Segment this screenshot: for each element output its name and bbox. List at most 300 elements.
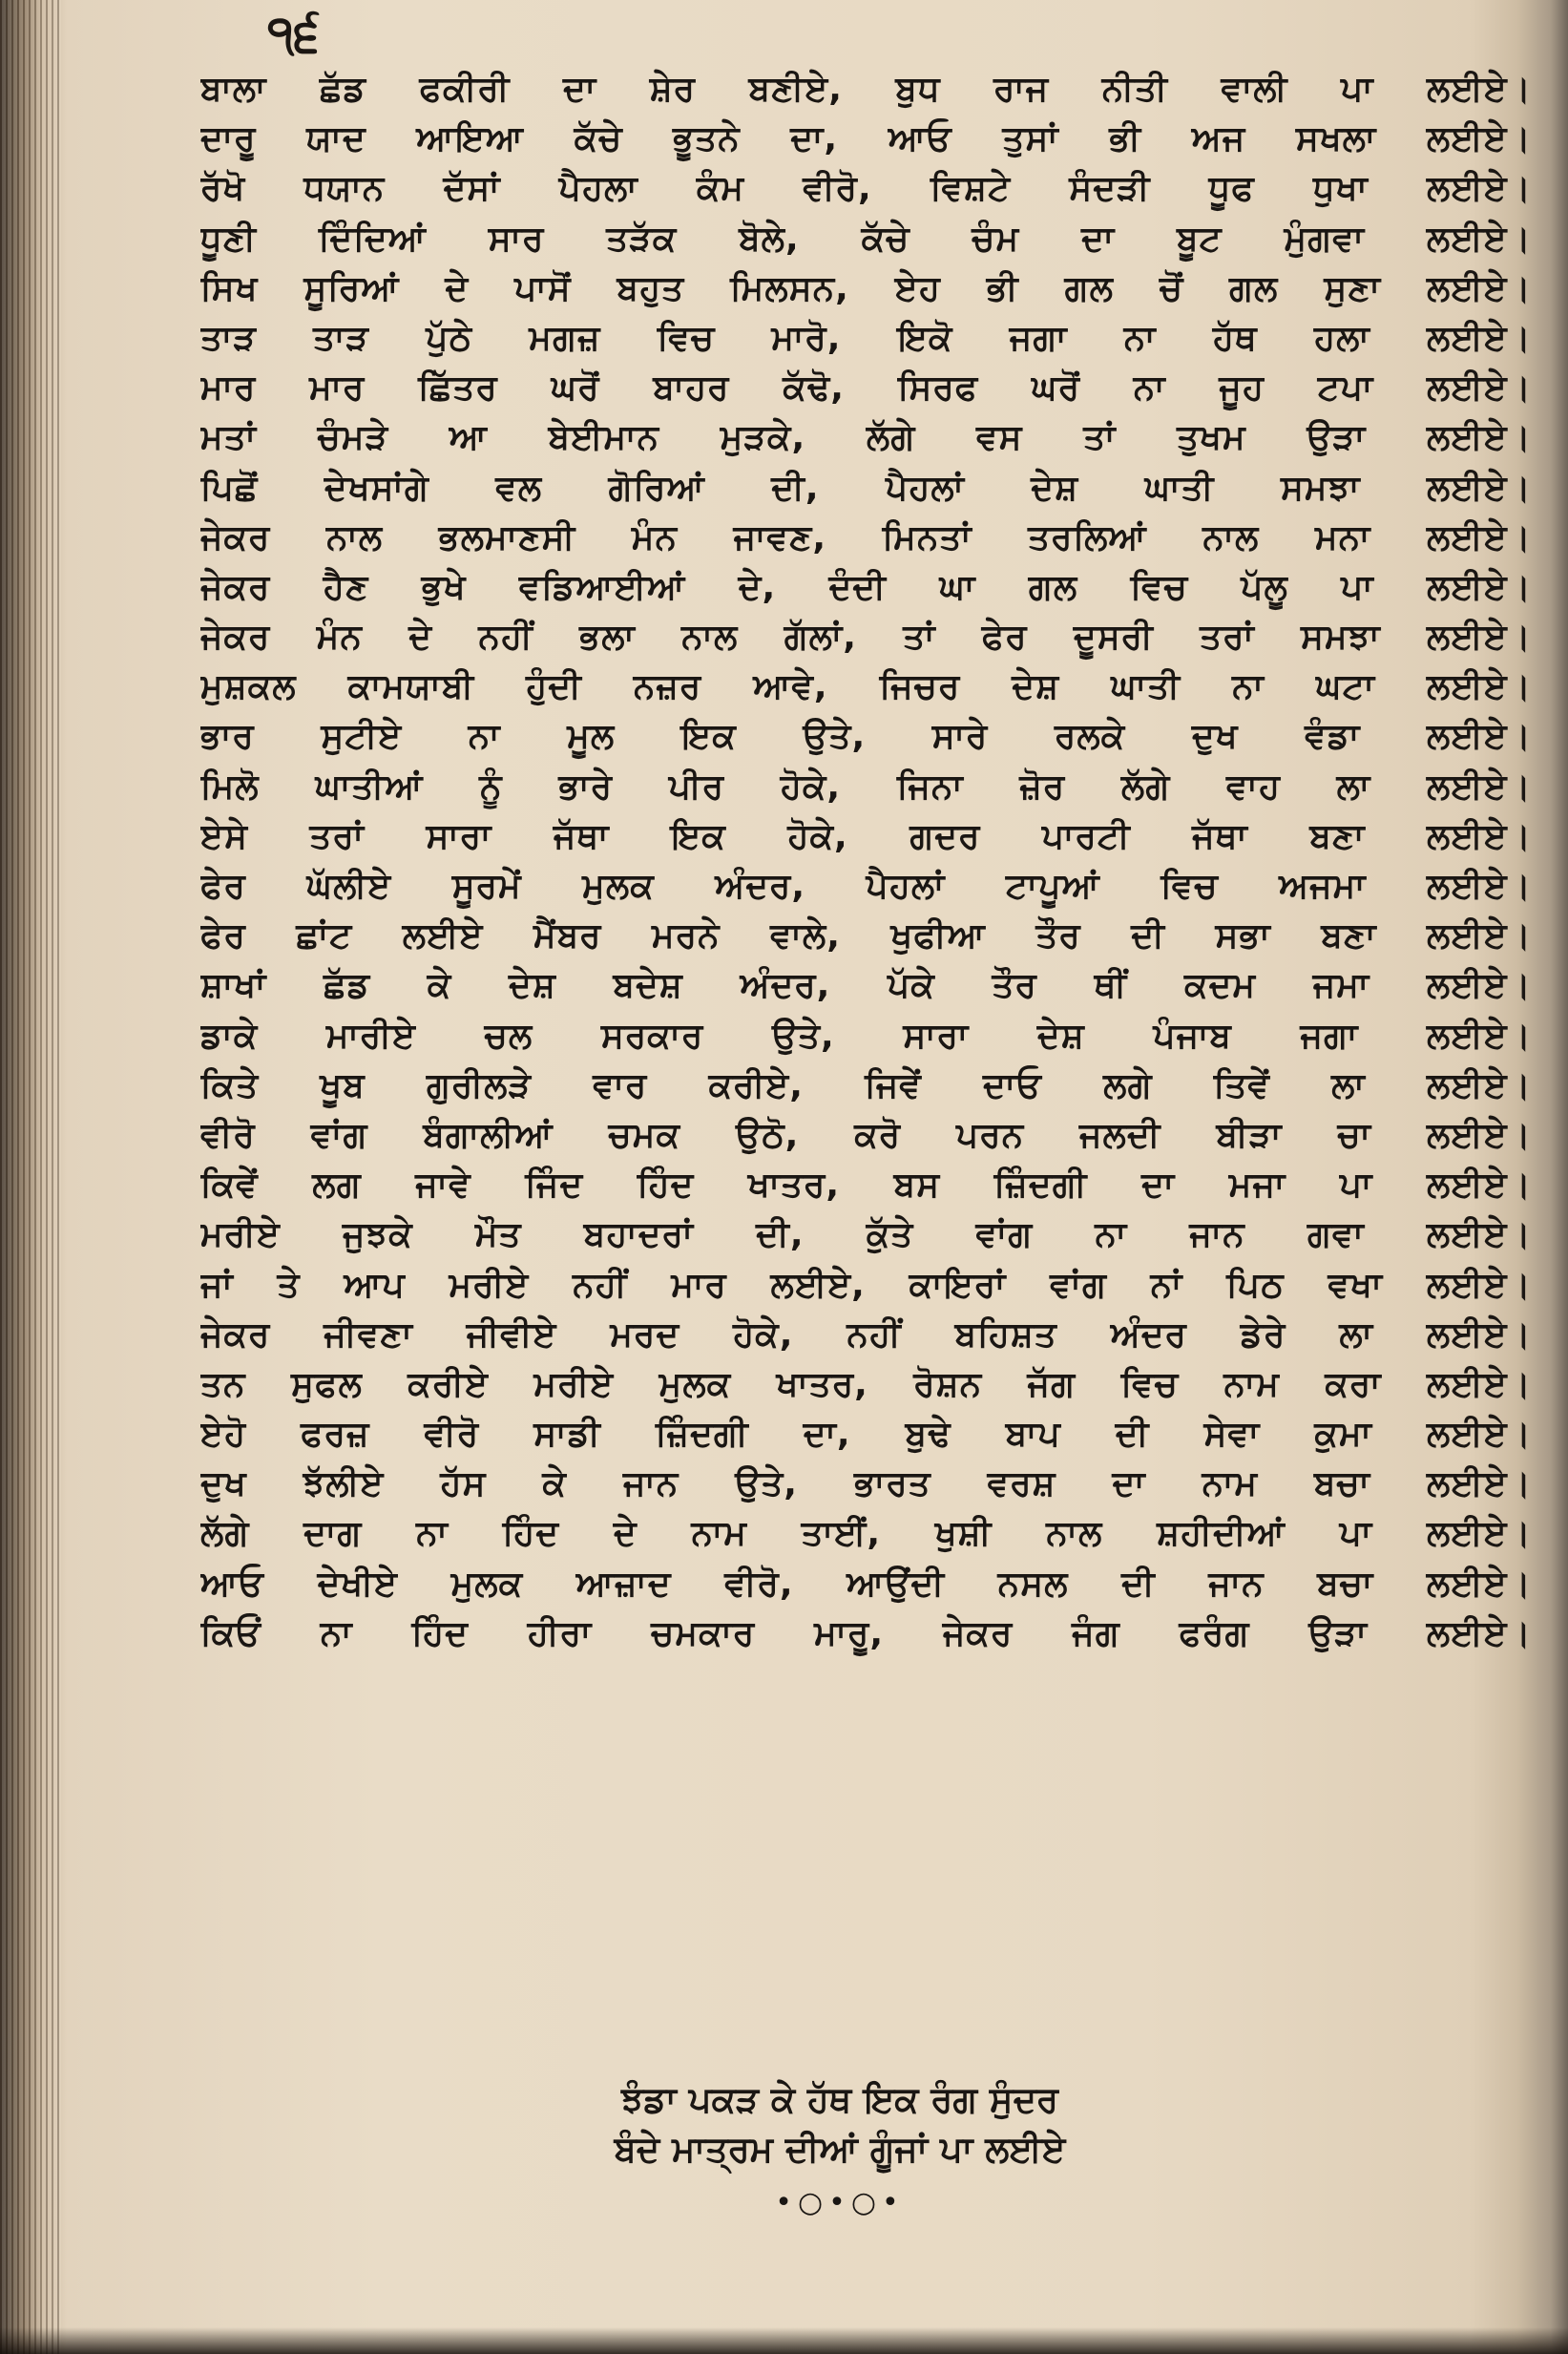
verse-word: ਜਮਾ <box>1312 966 1370 1006</box>
verse-word: ਤਾੜ <box>313 318 369 358</box>
verse-word: ਸਿਖ <box>200 268 259 308</box>
verse-word: ਦੇ <box>408 618 433 658</box>
verse-line <box>200 1111 1532 1161</box>
verse-word: ਬੂਟ <box>1177 219 1223 259</box>
verse-word: ਵੀਰੋ, <box>724 1564 794 1604</box>
verse-word: ਮੁਲਕ <box>582 867 655 906</box>
verse-word: ਪੈਹਲਾਂ <box>866 867 946 906</box>
verse-word: ਹੋਕੇ, <box>733 1314 794 1355</box>
verse-word: ਤਰਾਂ <box>1200 618 1255 658</box>
verse-word: ਵਡਿਆਈਆਂ <box>518 567 686 607</box>
closing-couplet <box>143 2075 1537 2175</box>
verse-word: ਖਾਤਰ, <box>776 1364 868 1404</box>
verse-word: ਦੀ <box>1131 916 1165 956</box>
verse-word: ਵਾਂਗ <box>310 1115 368 1155</box>
verse-line <box>200 115 1532 164</box>
verse-word: ਖੁਫੀਆ <box>890 916 986 956</box>
verse-word: ਮਰੀਏ <box>449 1265 530 1305</box>
verse-word: ਵਿਚ <box>657 318 716 358</box>
verse-word: ਜਲਦੀ <box>1079 1115 1161 1155</box>
verse-line <box>200 1560 1532 1609</box>
verse-word: ਥੀਂ <box>1094 966 1128 1006</box>
verse-word: ਅਜ <box>1191 119 1246 159</box>
verse-word: ਨਹੀਂ <box>847 1314 902 1355</box>
verse-word: ਆਉਂਦੀ <box>847 1564 946 1604</box>
verse-word: ਦੁਖ <box>200 1464 247 1504</box>
verse-line <box>200 1360 1532 1410</box>
verse-word: ਵਖਾ <box>1328 1265 1384 1305</box>
verse-word: ਦੂਸਰੀ <box>1073 618 1154 658</box>
verse-word: ਕਿਤੇ <box>200 1065 260 1105</box>
verse-word: ਹਿੰਦ <box>502 1514 560 1554</box>
verse-word: ਕਦਮ <box>1183 966 1257 1006</box>
verse-word: ਘਾਤੀ <box>1111 667 1181 707</box>
verse-word: ਮਗਜ਼ <box>529 318 601 358</box>
verse-word: ਕਿਓਂ <box>200 1613 261 1653</box>
verse-word: ਲਈਏ। <box>1427 468 1532 508</box>
verse-word: ਪਰਨ <box>956 1115 1025 1155</box>
verse-word: ਮਰਨੇ <box>652 916 721 956</box>
verse-word: ਪੈਹਲਾਂ <box>886 468 965 508</box>
verse-word: ਲਈਏ। <box>1426 517 1532 557</box>
verse-word: ਬਣਾ <box>1321 916 1377 956</box>
verse-line <box>200 514 1532 563</box>
verse-word: ਨਾ <box>468 717 501 757</box>
verse-line <box>200 164 1532 214</box>
verse-word: ਮਾਰੂ, <box>814 1613 885 1653</box>
verse-word: ਨਾਮ <box>1202 1464 1259 1504</box>
verse-word: ਮੰਨ <box>316 618 363 658</box>
verse-word: ਚਲ <box>484 1016 533 1056</box>
verse-word: ਰੋਸ਼ਨ <box>913 1364 983 1404</box>
verse-word: ਕਿਵੇਂ <box>200 1166 259 1206</box>
verse-word: ਪੰਜਾਬ <box>1153 1016 1232 1056</box>
verse-word: ਨਾ <box>1232 667 1265 707</box>
verse-word: ਲਈਏ। <box>1427 567 1532 607</box>
verse-word: ਪਿਛੋਂ <box>200 468 259 508</box>
verse-word: ਲੱਗੇ <box>866 418 916 458</box>
verse-word: ਯਾਦ <box>306 119 366 159</box>
verse-word: ਜਾਵਣ, <box>733 517 827 557</box>
verse-word: ਲਈਏ। <box>1426 219 1532 259</box>
verse-line <box>200 314 1532 364</box>
verse-word: ਪਾ <box>1340 70 1374 109</box>
verse-word: ਮਾਰੋ, <box>771 318 842 358</box>
verse-word: ਜੱਥਾ <box>1192 816 1248 856</box>
verse-line <box>200 264 1532 314</box>
verse-word: ਦੇ, <box>738 567 777 607</box>
verse-word: ਜੇਕਰ <box>200 1314 271 1355</box>
verse-word: ਭੀ <box>1109 119 1142 159</box>
verse-word: ਫੇਰ <box>200 916 246 956</box>
verse-word: ਲਈਏ <box>402 916 484 956</box>
verse-line <box>200 563 1532 613</box>
verse-word: ਫੇਰ <box>200 867 246 906</box>
printed-page <box>143 0 1537 2354</box>
verse-word: ਅੰਦਰ <box>1110 1314 1187 1355</box>
verse-word: ਮਜਾ <box>1228 1166 1286 1206</box>
verse-word: ਅੰਦਰ, <box>715 867 806 906</box>
verse-word: ਇਕੋ <box>897 318 953 358</box>
verse-word: ਸ਼ਹੀਦੀਆਂ <box>1157 1514 1286 1554</box>
verse-word: ਮਿਲਸਨ, <box>730 268 849 308</box>
verse-word: ਲਈਏ। <box>1427 1166 1532 1206</box>
verse-word: ਜੱਗ <box>1027 1364 1077 1404</box>
verse-line <box>200 1061 1532 1111</box>
verse-word: ਜਾਨ <box>1208 1564 1265 1604</box>
verse-word: ਵਰਸ਼ <box>987 1464 1056 1504</box>
verse-line <box>200 812 1532 862</box>
verse-word: ਹੋਕੇ, <box>787 816 848 856</box>
verse-word: ਦਾ, <box>790 119 839 159</box>
verse-word: ਕਾਇਰਾਂ <box>909 1265 1007 1305</box>
verse-word: ਮਰੀਏ <box>200 1215 281 1255</box>
verse-word: ਬੇਈਮਾਨ <box>548 418 660 458</box>
verse-word: ਘਟਾ <box>1315 667 1376 707</box>
verse-word: ਵਸ <box>975 418 1023 458</box>
verse-word: ਜੰਗ <box>1072 1613 1120 1653</box>
verse-word: ਕੰਮ <box>696 169 745 209</box>
verse-word: ਸਾਰਾ <box>426 816 492 856</box>
verse-word: ਬਹਾਦਰਾਂ <box>583 1215 694 1255</box>
verse-word: ਖੂਬ <box>320 1065 366 1105</box>
verse-word: ਲਈਏ। <box>1426 1564 1532 1604</box>
verse-word: ਸ਼ਾਖਾਂ <box>200 966 267 1006</box>
verse-word: ਲਈਏ। <box>1426 418 1532 458</box>
verse-word: ਕੱਚੇ <box>861 219 910 259</box>
verse-line <box>200 1460 1532 1509</box>
verse-line <box>200 1410 1532 1460</box>
verse-word: ਨੀਤੀ <box>1101 70 1168 109</box>
verse-word: ਹੈਣ <box>323 567 369 607</box>
verse-word: ਮੰਨ <box>631 517 679 557</box>
verse-word: ਦੇਸ਼ <box>1031 468 1079 508</box>
verse-word: ਘੱਲੀਏ <box>306 867 392 906</box>
verse-word: ਲਈਏ। <box>1427 1464 1532 1504</box>
verse-word: ਬੁਧ <box>895 70 941 109</box>
verse-word: ਦੇਸ਼ <box>1012 667 1060 707</box>
verse-word: ਕੇ <box>542 1464 567 1504</box>
verse-word: ਘਾਤੀ <box>1144 468 1215 508</box>
verse-word: ਸੂਰਮੇਂ <box>451 867 522 906</box>
verse-word: ਕਰੋ <box>854 1115 902 1155</box>
verse-word: ਮੈਂਬਰ <box>533 916 602 956</box>
verse-word: ਲਈਏ। <box>1426 119 1532 159</box>
verse-word: ਮਰਦ <box>610 1314 680 1355</box>
verse-word: ਨਾ <box>1123 318 1157 358</box>
verse-word: ਉਤੇ, <box>735 1464 798 1504</box>
verse-word: ਲਈਏ। <box>1426 318 1532 358</box>
verse-word: ਹੱਸ <box>440 1464 487 1504</box>
verse-word: ਮੁੰਗਵਾ <box>1284 219 1366 259</box>
verse-word: ਬਣੀਏ, <box>748 70 843 109</box>
verse-word: ਨਹੀਂ <box>573 1265 628 1305</box>
verse-word: ਦਾ, <box>803 1415 851 1455</box>
verse-word: ਨਾ <box>1133 368 1166 409</box>
verse-word: ਏਹੋ <box>200 1415 247 1455</box>
verse-word: ਲੱਗੇ <box>1120 767 1171 807</box>
verse-word: ਪਾ <box>1339 1166 1373 1206</box>
verse-word: ਲਈਏ। <box>1426 1613 1532 1653</box>
verse-word: ਬਹੁਤ <box>617 268 685 308</box>
verse-word: ਬਸ <box>893 1166 941 1206</box>
verse-word: ਮੌਤ <box>474 1215 522 1255</box>
verse-word: ਲਗ <box>312 1166 362 1206</box>
verse-word: ਆਜ਼ਾਦ <box>575 1564 672 1604</box>
verse-word: ਮਿਲੋ <box>200 767 260 807</box>
verse-word: ਜੂਹ <box>1219 368 1265 409</box>
verse-word: ਬਾਹਰ <box>653 368 730 409</box>
verse-word: ਤਾੜ <box>200 318 257 358</box>
verse-word: ਹੱਥ <box>1212 318 1258 358</box>
verse-word: ਜ਼ਿੰਦਗੀ <box>655 1415 749 1455</box>
verse-word: ਆਵੇ, <box>753 667 828 707</box>
verse-word: ਚੰਮ <box>972 219 1020 259</box>
verse-word: ਧੁਖਾ <box>1313 169 1369 209</box>
verse-word: ਨਾਮ <box>691 1514 747 1554</box>
verse-word: ਲਈਏ। <box>1427 867 1532 906</box>
verse-line <box>200 712 1532 762</box>
verse-word: ਸਾਰੇ <box>931 717 989 757</box>
verse-word: ਬਣਾ <box>1309 816 1366 856</box>
verse-word: ਕਰੀਏ <box>408 1364 489 1404</box>
verse-word: ਮੁਲਕ <box>659 1364 732 1404</box>
verse-word: ਰਾਜ <box>993 70 1050 109</box>
verse-word: ਨਾਲ <box>681 618 739 658</box>
verse-word: ਘਰੋਂ <box>1031 368 1081 409</box>
verse-word: ਆਓ <box>200 1564 264 1604</box>
verse-word: ਰੱਖੋ <box>200 169 246 209</box>
verse-word: ਭਾਰ <box>200 717 255 757</box>
verse-word: ਦੇ <box>613 1514 638 1554</box>
verse-word: ਲਈਏ। <box>1426 1514 1532 1554</box>
verse-word: ਸਮਝਾ <box>1301 618 1381 658</box>
verse-word: ਦਾ <box>1112 1464 1146 1504</box>
verse-word: ਲੱਗੇ <box>200 1514 250 1554</box>
verse-word: ਜੱਥਾ <box>553 816 610 856</box>
verse-word: ਡੇਰੇ <box>1240 1314 1286 1355</box>
verse-word: ਵੀਰੋ <box>424 1415 480 1455</box>
verse-word: ਜਿੰਦ <box>525 1166 584 1206</box>
verse-line <box>200 1609 1532 1659</box>
verse-word: ਗਲ <box>1064 268 1114 308</box>
verse-word: ਹੋਕੇ, <box>780 767 842 807</box>
verse-word: ਸਾਰ <box>488 219 545 259</box>
verse-word: ਤੌਰ <box>1035 916 1081 956</box>
verse-word: ਨਾਂ <box>1150 1265 1183 1305</box>
verse-word: ਤੜੱਕ <box>606 219 678 259</box>
verse-word: ਫੇਰ <box>981 618 1028 658</box>
verse-word: ਆ <box>449 418 488 458</box>
verse-word: ਜੀਵਣਾ <box>324 1314 413 1355</box>
verse-word: ਤਰਲਿਆਂ <box>1028 517 1147 557</box>
verse-word: ਜ਼ੋਰ <box>1019 767 1066 807</box>
verse-word: ਚਮਕ <box>608 1115 681 1155</box>
verse-line <box>200 464 1532 514</box>
verse-word: ਲਾ <box>1336 767 1371 807</box>
verse-word: ਦਾਓ <box>982 1065 1042 1105</box>
verse-word: ਦਾ <box>563 70 597 109</box>
verse-word: ਹਿੰਦ <box>637 1166 695 1206</box>
verse-word: ਲਈਏ। <box>1426 618 1532 658</box>
verse-word: ਆਪ <box>344 1265 406 1305</box>
verse-word: ਜਿਚਰ <box>879 667 961 707</box>
verse-word: ਘਰੋਂ <box>551 368 600 409</box>
verse-word: ਲਈਏ। <box>1426 1265 1532 1305</box>
verse-word: ਲਈਏ। <box>1426 1314 1532 1355</box>
verse-word: ਲਈਏ। <box>1427 169 1532 209</box>
verse-word: ਦਾ <box>1081 219 1116 259</box>
verse-word: ਤਾਈਂ, <box>801 1514 882 1554</box>
verse-word: ਨਾ <box>1095 1215 1128 1255</box>
verse-word: ਭੂਤਨੇ <box>673 119 741 159</box>
verse-word: ਮਤਾਂ <box>200 418 257 458</box>
verse-word: ਮਨਾ <box>1314 517 1371 557</box>
verse-word: ਹੀਰਾ <box>527 1613 593 1653</box>
verse-word: ਵਾਲੀ <box>1221 70 1288 109</box>
verse-word: ਕਰਾ <box>1325 1364 1382 1404</box>
verse-line <box>200 1210 1532 1260</box>
verse-word: ਭਲਾ <box>579 618 636 658</box>
verse-word: ਜਾਂ <box>200 1265 234 1305</box>
verse-word: ਲਾ <box>1339 1314 1374 1355</box>
verse-word: ਲਈਏ। <box>1426 1364 1532 1404</box>
verse-word: ਚੰਮੜੇ <box>317 418 389 458</box>
verse-word: ਵਿਚ <box>1160 867 1219 906</box>
verse-word: ਨਾ <box>416 1514 449 1554</box>
verse-word: ਬੀੜਾ <box>1216 1115 1283 1155</box>
verse-word: ਖੁਸ਼ੀ <box>934 1514 993 1554</box>
verse-word: ਜੀਵੀਏ <box>466 1314 557 1355</box>
verse-word: ਨਾ <box>320 1613 353 1653</box>
verse-word: ਮਰੀਏ <box>533 1364 615 1404</box>
verse-word: ਤਾਂ <box>1083 418 1117 458</box>
verse-word: ਲਈਏ। <box>1427 368 1532 409</box>
verse-word: ਵਾਲੇ, <box>770 916 841 956</box>
verse-word: ਖਾਤਰ, <box>747 1166 841 1206</box>
verse-word: ਅਜਮਾ <box>1279 867 1367 906</box>
verse-word: ਦੇਖਸਾਂਗੇ <box>324 468 429 508</box>
verse-word: ਵਲ <box>495 468 543 508</box>
verse-word: ਦੁਖ <box>1191 717 1239 757</box>
verse-word: ਦੇ <box>445 268 470 308</box>
verse-word: ਪਾ <box>1341 567 1374 607</box>
verse-word: ਬਹਿਸ਼ਤ <box>954 1314 1057 1355</box>
verse-word: ਆਇਆ <box>416 119 524 159</box>
verse-word: ਪੁੱਠੇ <box>426 318 473 358</box>
verse-word: ਉੜਾ <box>1307 418 1367 458</box>
verse-word: ਦਾ <box>1141 1166 1176 1206</box>
verse-word: ਬੁਢੇ <box>905 1415 951 1455</box>
verse-word: ਦਿੰਦਿਆਂ <box>318 219 427 259</box>
verse-word: ਛੱਡ <box>324 966 371 1006</box>
verse-word: ਲਈਏ। <box>1427 70 1532 109</box>
verse-word: ਮੁਸ਼ਕਲ <box>200 667 297 707</box>
verse-word: ਦੇਸ਼ <box>509 966 556 1006</box>
verse-word: ਲਈਏ। <box>1427 667 1532 707</box>
verse-line <box>200 613 1532 662</box>
verse-word: ਮਾਰੀਏ <box>325 1016 416 1056</box>
verse-word: ਸਾਡੀ <box>533 1415 601 1455</box>
verse-word: ਸਭਾ <box>1215 916 1271 956</box>
verse-word: ਦੀ, <box>756 1215 805 1255</box>
verse-word: ਬੋਲੇ, <box>739 219 800 259</box>
verse-line <box>200 862 1532 912</box>
closing-line: ਬੰਦੇ ਮਾਤ੍ਰਮ ਦੀਆਂ ਗੂੰਜਾਂ ਪਾ ਲਈਏ <box>614 2129 1066 2170</box>
verse-word: ਭੀ <box>986 268 1019 308</box>
verse-word: ਦੀ <box>1121 1564 1156 1604</box>
verse-word: ਵਿਚ <box>1120 1364 1179 1404</box>
verse-word: ਸੂਰਿਆਂ <box>303 268 400 308</box>
verse-word: ਫਕੀਰੀ <box>419 70 511 109</box>
verse-word: ਲਈਏ। <box>1427 1016 1532 1056</box>
verse-word: ਗਦਰ <box>909 816 981 856</box>
verse-word: ਦੱਸਾਂ <box>443 169 501 209</box>
verse-word: ਜੁਝਕੇ <box>342 1215 413 1255</box>
verse-word: ਪਿਠ <box>1226 1265 1285 1305</box>
verse-word: ਬਾਪ <box>1005 1415 1061 1455</box>
verse-word: ਸਮਝਾ <box>1280 468 1361 508</box>
verse-word: ਕੁੱਤੇ <box>866 1215 914 1255</box>
poem-verses <box>200 65 1532 1659</box>
verse-word: ਲਗੇ <box>1103 1065 1153 1105</box>
verse-word: ਇਕ <box>680 717 737 757</box>
verse-word: ਅੰਦਰ, <box>740 966 831 1006</box>
verse-word: ਘਾਤੀਆਂ <box>315 767 424 807</box>
verse-word: ਭਾਰਤ <box>853 1464 931 1504</box>
verse-word: ਚੋਂ <box>1159 268 1184 308</box>
verse-word: ਬਾਲਾ <box>200 70 267 109</box>
verse-line <box>200 961 1532 1011</box>
verse-word: ਨਾਲ <box>1046 1514 1103 1554</box>
verse-word: ਫਰੰਗ <box>1179 1613 1250 1653</box>
verse-word: ਤੇ <box>277 1265 301 1305</box>
verse-word: ਪਾ <box>1339 1514 1373 1554</box>
verse-word: ਵਿਚ <box>1130 567 1188 607</box>
verse-word: ਜਿਨਾ <box>896 767 964 807</box>
verse-word: ਮਾਰ <box>671 1265 727 1305</box>
verse-line <box>200 912 1532 961</box>
verse-word: ਵੀਰੋ <box>200 1115 256 1155</box>
verse-line <box>200 364 1532 413</box>
verse-word: ਸੁਫਲ <box>291 1364 363 1404</box>
verse-word: ਸੇਵਾ <box>1203 1415 1261 1455</box>
verse-word: ਦੀ <box>1115 1415 1150 1455</box>
verse-word: ਏਹ <box>894 268 941 308</box>
verse-word: ਕੇ <box>427 966 452 1006</box>
verse-word: ਨਾਲ <box>325 517 384 557</box>
verse-word: ਪੱਲੂ <box>1241 567 1288 607</box>
closing-line: ਝੰਡਾ ਪਕੜ ਕੇ ਹੱਥ ਇਕ ਰੰਗ ਸੁੰਦਰ <box>620 2079 1059 2120</box>
verse-word: ਹਿੰਦ <box>411 1613 469 1653</box>
verse-word: ਲਾ <box>1331 1065 1366 1105</box>
verse-word: ਗੁਰੀਲੜੇ <box>426 1065 532 1105</box>
verse-word: ਕਾਮਯਾਬੀ <box>347 667 475 707</box>
verse-word: ਕੱਢੋ, <box>783 368 845 409</box>
verse-line <box>200 1509 1532 1559</box>
verse-word: ਤੌਰ <box>992 966 1037 1006</box>
verse-word: ਨਜ਼ਰ <box>633 667 702 707</box>
verse-word: ਦਾਰੂ <box>200 119 257 159</box>
verse-word: ਸੰਦੜੀ <box>1069 169 1151 209</box>
verse-line <box>200 1311 1532 1360</box>
verse-word: ਭਲਮਾਣਸੀ <box>438 517 576 557</box>
verse-word: ਫਰਜ਼ <box>301 1415 370 1455</box>
verse-word: ਕੁਮਾ <box>1314 1415 1372 1455</box>
verse-word: ਚਮਕਾਰ <box>651 1613 756 1653</box>
verse-word: ਉਤੇ, <box>771 1016 835 1056</box>
verse-word: ਸਰਕਾਰ <box>600 1016 704 1056</box>
